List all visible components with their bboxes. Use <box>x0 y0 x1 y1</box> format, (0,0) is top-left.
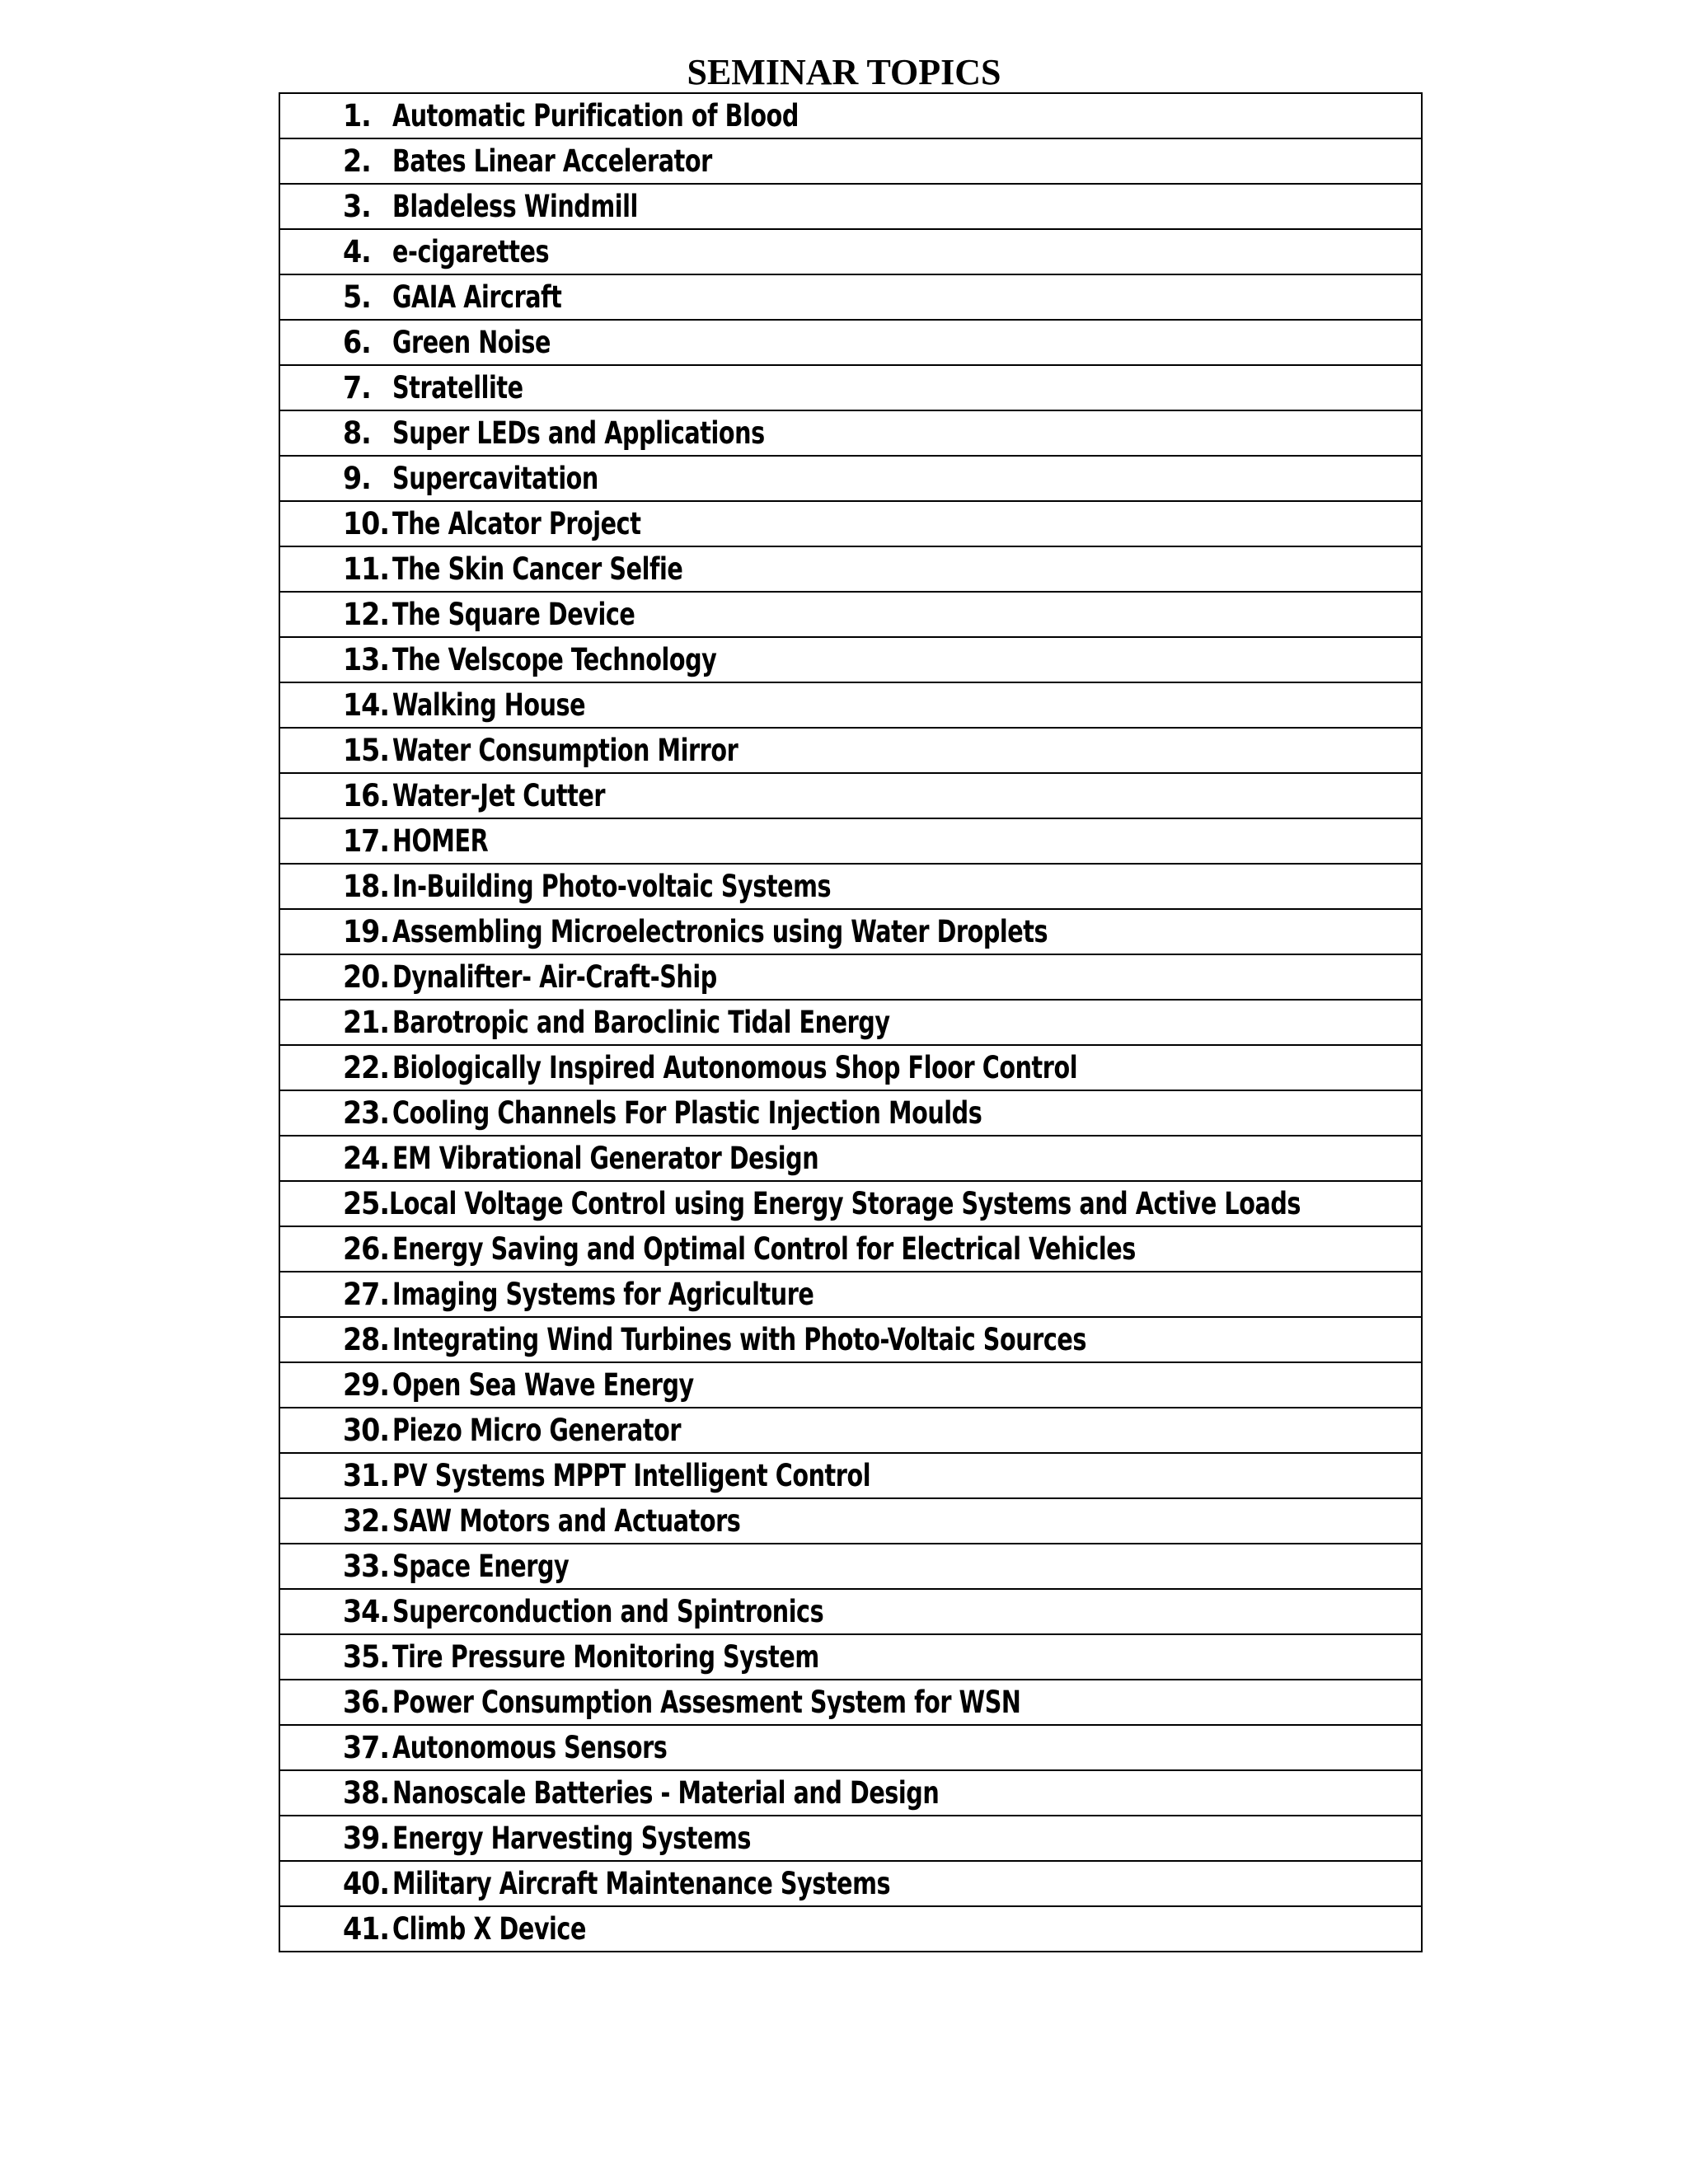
topic-number: 29. <box>343 1367 389 1403</box>
topic-title: Super LEDs and Applications <box>392 415 765 451</box>
topic-cell <box>279 592 1422 637</box>
topic-title: Cooling Channels For Plastic Injection Moulds <box>392 1095 982 1131</box>
topic-number: 13. <box>343 642 389 677</box>
topic-title: Water Consumption Mirror <box>392 733 738 768</box>
topic-cell <box>279 1680 1422 1725</box>
table-row <box>279 138 1422 184</box>
table-row <box>279 1181 1422 1226</box>
topic-number: 37. <box>343 1730 389 1765</box>
topic-title: The Square Device <box>392 597 635 632</box>
table-row <box>279 818 1422 864</box>
topic-title: In-Building Photo-voltaic Systems <box>392 869 832 904</box>
table-row <box>279 682 1422 728</box>
topic-title: Energy Harvesting Systems <box>392 1821 752 1856</box>
table-row <box>279 1770 1422 1816</box>
topic-title: Military Aircraft Maintenance Systems <box>392 1866 891 1901</box>
topic-title: Water-Jet Cutter <box>392 778 606 813</box>
topic-title: Energy Saving and Optimal Control for Electrical Vehicles <box>392 1231 1136 1267</box>
topic-cell <box>279 1498 1422 1544</box>
topic-title: Walking House <box>392 687 586 723</box>
table-row <box>279 184 1422 229</box>
topic-title: Supercavitation <box>392 461 598 496</box>
topic-cell <box>279 1816 1422 1861</box>
topic-cell <box>279 954 1422 1000</box>
topic-cell <box>279 410 1422 456</box>
topics-list <box>279 93 1422 1952</box>
table-row <box>279 320 1422 365</box>
topic-title: Imaging Systems for Agriculture <box>392 1277 814 1312</box>
topic-cell <box>279 1453 1422 1498</box>
topic-number: 40. <box>343 1866 389 1901</box>
table-row <box>279 1453 1422 1498</box>
topic-number: 30. <box>343 1413 389 1448</box>
table-row <box>279 1317 1422 1362</box>
topic-title: Automatic Purification of Blood <box>392 98 799 134</box>
topic-cell <box>279 501 1422 546</box>
topic-number: 27. <box>343 1277 389 1312</box>
topic-cell <box>279 93 1422 138</box>
topic-title: Space Energy <box>392 1549 570 1584</box>
topic-cell <box>279 546 1422 592</box>
topic-number: 1. <box>343 98 371 134</box>
topic-cell <box>279 1589 1422 1634</box>
topic-cell <box>279 365 1422 410</box>
topic-title: The Alcator Project <box>392 506 641 541</box>
topic-cell <box>279 1725 1422 1770</box>
topic-number: 21. <box>343 1005 389 1040</box>
topic-cell <box>279 320 1422 365</box>
topic-title: SAW Motors and Actuators <box>392 1503 741 1539</box>
topic-number: 6. <box>343 325 371 360</box>
topic-cell <box>279 1317 1422 1362</box>
topic-title: Dynalifter- Air-Craft-Ship <box>392 959 717 995</box>
table-row <box>279 1045 1422 1090</box>
topic-title: The Velscope Technology <box>392 642 717 677</box>
topic-cell <box>279 229 1422 274</box>
topic-cell <box>279 682 1422 728</box>
topic-number: 4. <box>343 234 371 269</box>
topic-number: 2. <box>343 143 371 179</box>
topic-cell <box>279 184 1422 229</box>
topic-title: Integrating Wind Turbines with Photo-Voltaic Sources <box>392 1322 1087 1357</box>
topic-cell <box>279 1362 1422 1408</box>
topic-cell <box>279 1000 1422 1045</box>
topic-cell <box>279 456 1422 501</box>
topic-title: GAIA Aircraft <box>392 279 562 315</box>
topic-title: Stratellite <box>392 370 523 405</box>
topic-number: 31. <box>343 1458 389 1493</box>
topic-cell <box>279 1408 1422 1453</box>
topic-number: 19. <box>343 914 389 949</box>
topics-table <box>279 92 1423 1952</box>
table-row <box>279 1906 1422 1952</box>
topic-title: Autonomous Sensors <box>392 1730 668 1765</box>
topic-title: Superconduction and Spintronics <box>392 1594 824 1629</box>
topic-title: Assembling Microelectronics using Water Droplets <box>392 914 1048 949</box>
topic-number: 39. <box>343 1821 389 1856</box>
table-row <box>279 1226 1422 1272</box>
topic-number: 16. <box>343 778 389 813</box>
table-row <box>279 1272 1422 1317</box>
topic-cell <box>279 818 1422 864</box>
topic-number: 33. <box>343 1549 389 1584</box>
topic-number: 11. <box>343 551 389 587</box>
topic-number: 12. <box>343 597 389 632</box>
topic-cell <box>279 1770 1422 1816</box>
topic-cell <box>279 1544 1422 1589</box>
topic-title: Nanoscale Batteries - Material and Design <box>392 1775 940 1811</box>
topic-number: 25. <box>343 1186 389 1221</box>
table-row <box>279 909 1422 954</box>
topic-cell <box>279 728 1422 773</box>
topic-number: 34. <box>343 1594 389 1629</box>
topic-number: 5. <box>343 279 371 315</box>
table-row <box>279 1544 1422 1589</box>
topic-number: 10. <box>343 506 389 541</box>
topic-title: Climb X Device <box>392 1911 586 1947</box>
topic-number: 38. <box>343 1775 389 1811</box>
table-row <box>279 1498 1422 1544</box>
topic-title: Power Consumption Assesment System for WSN <box>392 1685 1021 1720</box>
page-title: SEMINAR TOPICS <box>687 52 1001 92</box>
topic-number: 22. <box>343 1050 389 1085</box>
topic-number: 9. <box>343 461 371 496</box>
topic-number: 7. <box>343 370 371 405</box>
table-row <box>279 1725 1422 1770</box>
topic-title: Open Sea Wave Energy <box>392 1367 694 1403</box>
topic-title: HOMER <box>392 823 489 859</box>
topic-number: 18. <box>343 869 389 904</box>
table-row <box>279 274 1422 320</box>
topic-title: PV Systems MPPT Intelligent Control <box>392 1458 871 1493</box>
topic-title: EM Vibrational Generator Design <box>392 1141 819 1176</box>
table-row <box>279 365 1422 410</box>
topic-title: Barotropic and Baroclinic Tidal Energy <box>392 1005 890 1040</box>
table-row <box>279 93 1422 138</box>
table-row <box>279 546 1422 592</box>
topic-cell <box>279 274 1422 320</box>
table-row <box>279 501 1422 546</box>
topic-cell <box>279 138 1422 184</box>
topic-title: Bates Linear Accelerator <box>392 143 712 179</box>
table-row <box>279 1136 1422 1181</box>
table-row <box>279 637 1422 682</box>
table-row <box>279 1589 1422 1634</box>
topic-cell <box>279 1906 1422 1952</box>
topic-number: 8. <box>343 415 371 451</box>
topic-title: Biologically Inspired Autonomous Shop Floor Control <box>392 1050 1078 1085</box>
topic-cell <box>279 909 1422 954</box>
table-row <box>279 864 1422 909</box>
topic-cell <box>279 1634 1422 1680</box>
topic-title: Piezo Micro Generator <box>392 1413 682 1448</box>
topic-title: Green Noise <box>392 325 551 360</box>
table-row <box>279 954 1422 1000</box>
topic-cell <box>279 1861 1422 1906</box>
topic-number: 3. <box>343 189 371 224</box>
topic-cell <box>279 773 1422 818</box>
topic-number: 36. <box>343 1685 389 1720</box>
table-row <box>279 1000 1422 1045</box>
topic-number: 26. <box>343 1231 389 1267</box>
table-row <box>279 1362 1422 1408</box>
topic-cell <box>279 637 1422 682</box>
topic-cell <box>279 864 1422 909</box>
topic-number: 32. <box>343 1503 389 1539</box>
topic-title: e-cigarettes <box>392 234 550 269</box>
topic-number: 23. <box>343 1095 389 1131</box>
topic-number: 35. <box>343 1639 389 1675</box>
topic-number: 28. <box>343 1322 389 1357</box>
table-row <box>279 1090 1422 1136</box>
table-row <box>279 1680 1422 1725</box>
topic-number: 15. <box>343 733 389 768</box>
topic-cell <box>279 1226 1422 1272</box>
topic-number: 20. <box>343 959 389 995</box>
table-row <box>279 1816 1422 1861</box>
topic-number: 14. <box>343 687 389 723</box>
table-row <box>279 1861 1422 1906</box>
topic-cell <box>279 1136 1422 1181</box>
topic-title: Local Voltage Control using Energy Storage Systems and Active Loads <box>388 1186 1301 1221</box>
table-row <box>279 1634 1422 1680</box>
table-row <box>279 773 1422 818</box>
topic-title: The Skin Cancer Selfie <box>392 551 683 587</box>
topic-number: 41. <box>343 1911 389 1947</box>
topic-cell <box>279 1272 1422 1317</box>
topic-cell <box>279 1090 1422 1136</box>
topic-title: Bladeless Windmill <box>392 189 638 224</box>
topic-number: 24. <box>343 1141 389 1176</box>
table-row <box>279 728 1422 773</box>
topic-cell <box>279 1181 1422 1226</box>
topic-number: 17. <box>343 823 389 859</box>
table-row <box>279 1408 1422 1453</box>
topic-title: Tire Pressure Monitoring System <box>392 1639 819 1675</box>
table-row <box>279 456 1422 501</box>
topic-cell <box>279 1045 1422 1090</box>
table-row <box>279 229 1422 274</box>
table-row <box>279 592 1422 637</box>
table-row <box>279 410 1422 456</box>
